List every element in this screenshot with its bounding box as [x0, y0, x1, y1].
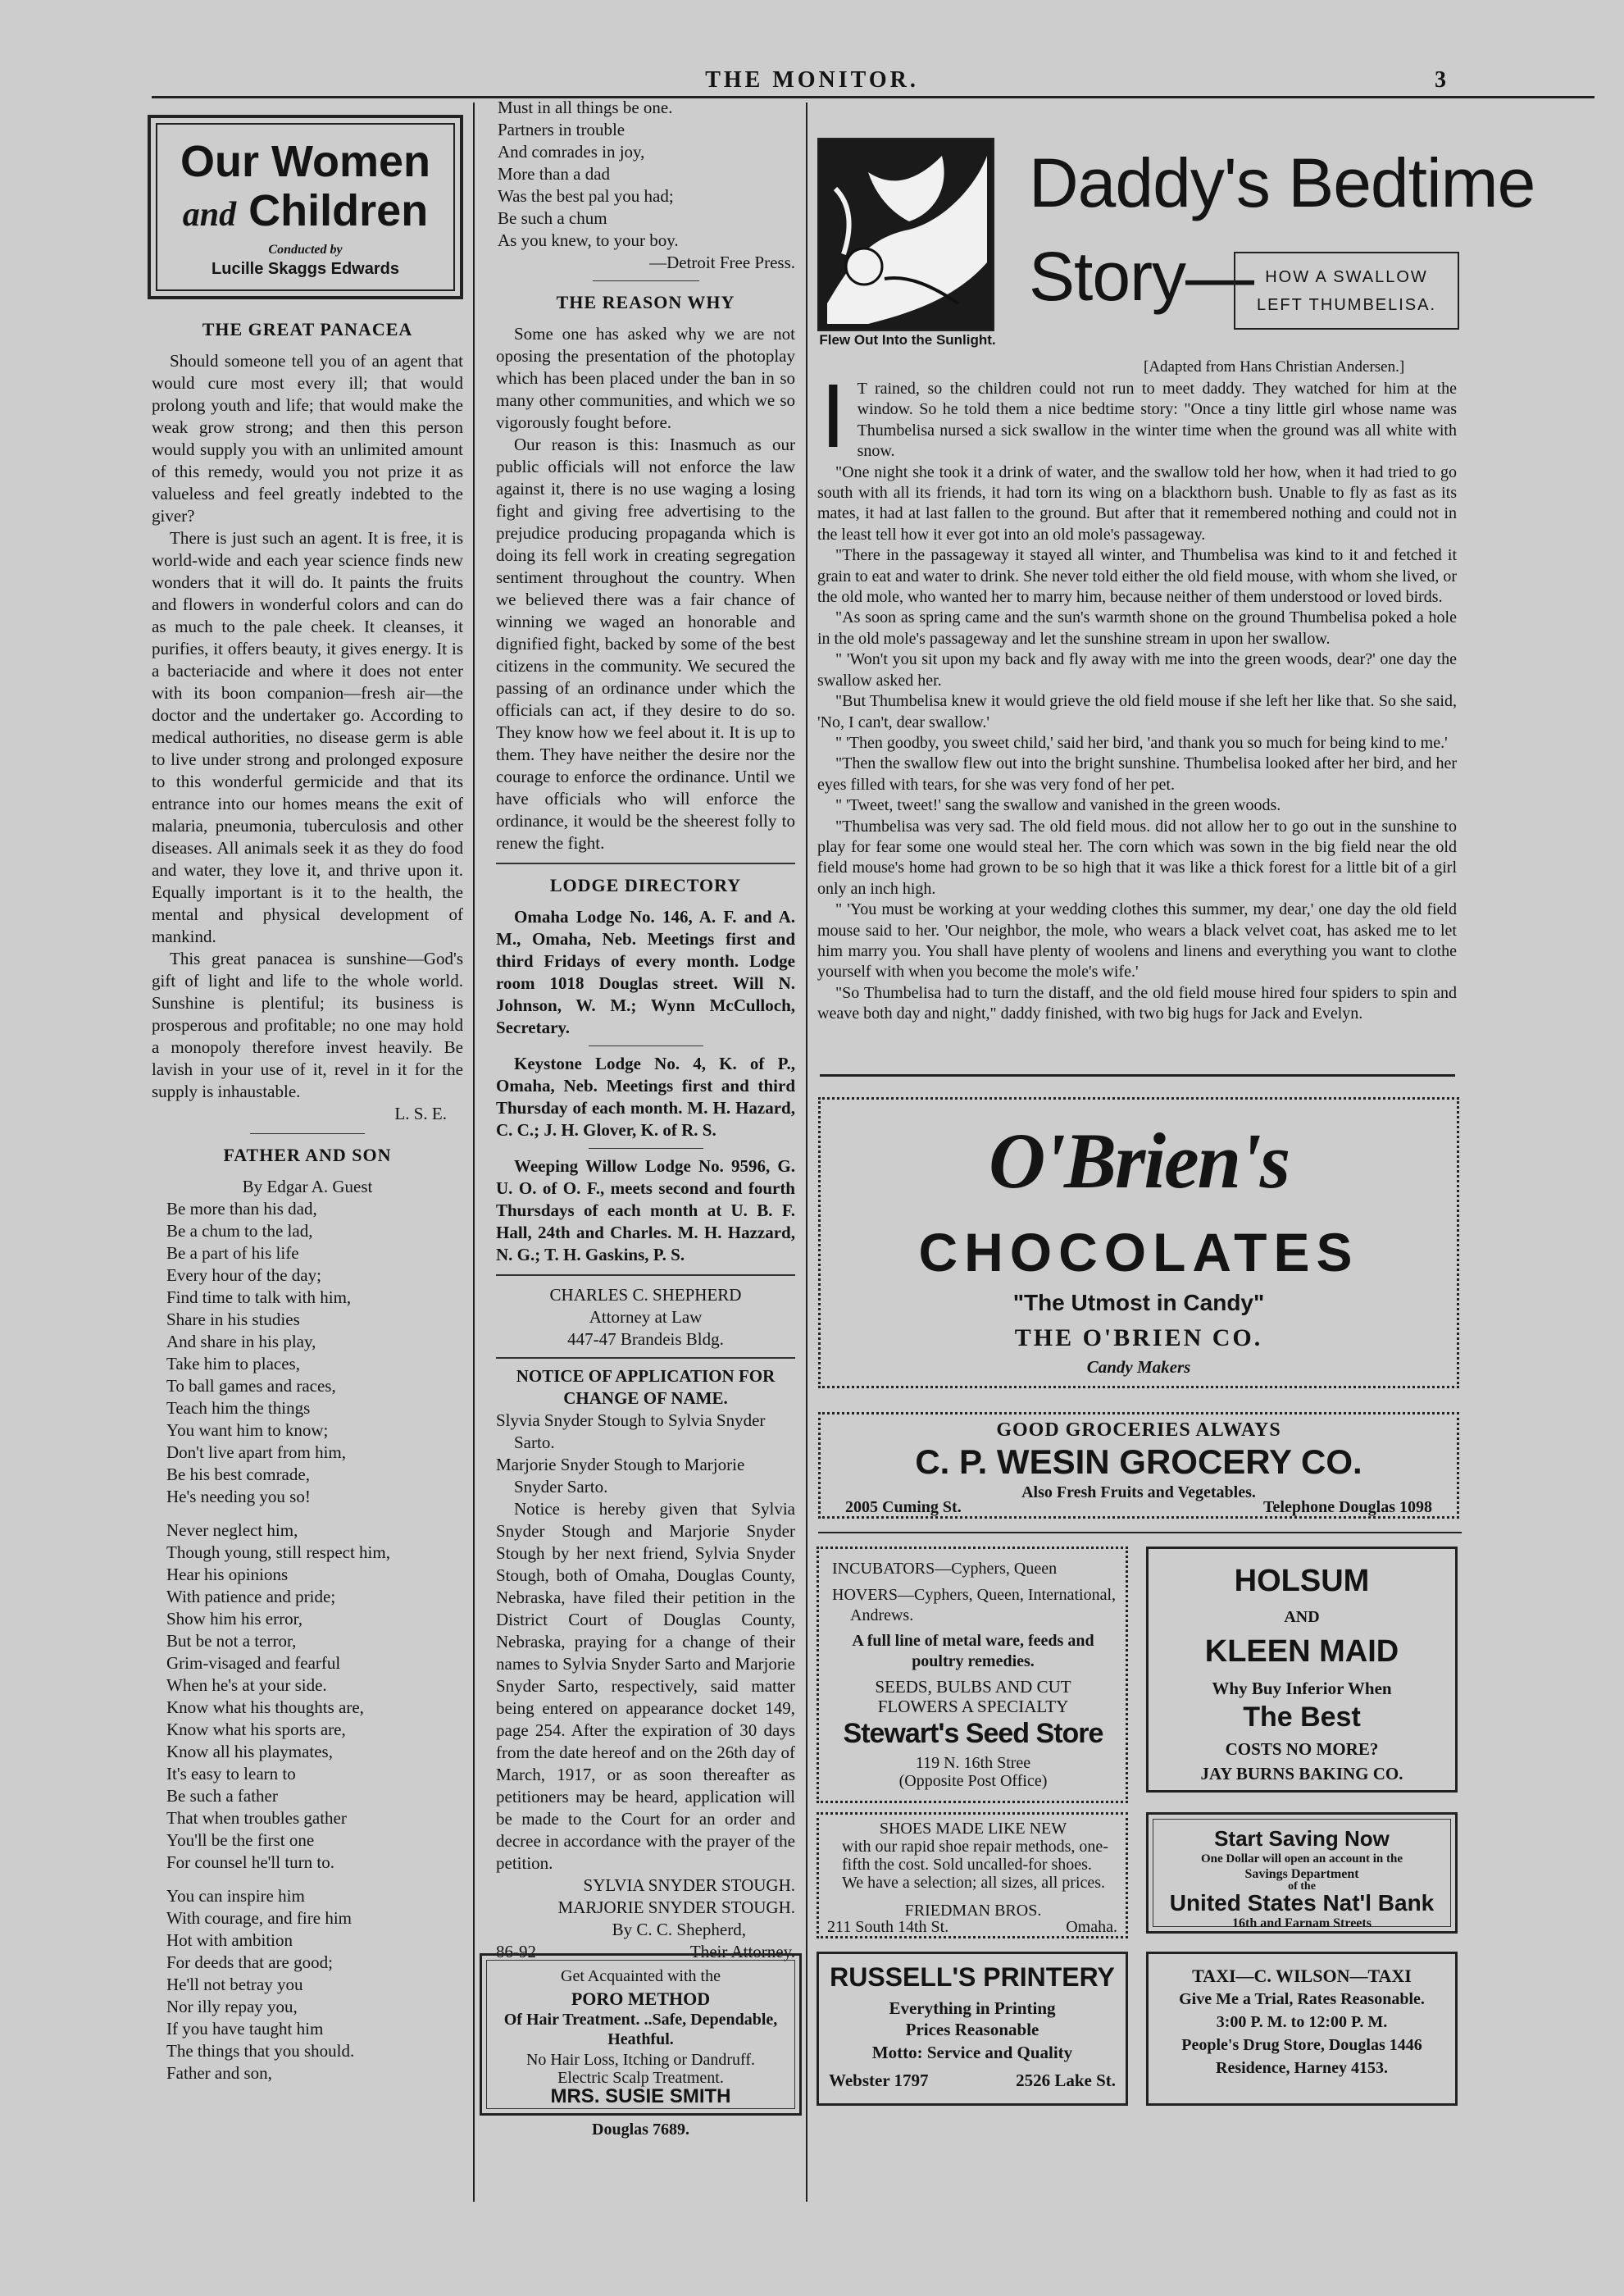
story-end-rule	[820, 1074, 1455, 1077]
poem-line: Must in all things be one.	[498, 98, 673, 117]
divider	[589, 1148, 703, 1149]
column-divider	[806, 102, 807, 2202]
divider	[593, 280, 699, 281]
column-divider	[473, 102, 475, 2202]
stewart-line: A full line of metal ware, feeds and poultry remedies.	[852, 1632, 1094, 1670]
holsum-line: KLEEN MAID	[1204, 1634, 1399, 1669]
lodge-entry: Weeping Willow Lodge No. 9596, G. U. O. of O. F., meets second and fourth Thursdays of each month at U. B. F. Hall, 24th and Charles. M. H. Hazzard, N. G.; T. H. Gaskins, P. S.	[496, 1156, 795, 1264]
poem-line: Nor illy repay you,	[166, 1997, 298, 2016]
swallow-illustration	[817, 138, 994, 331]
shoes-city: Omaha.	[1066, 1918, 1117, 1936]
bank-address: 16th and Farnam Streets	[1232, 1916, 1372, 1930]
russell-line: Everything in Printing	[889, 1998, 1056, 2018]
poem-line: Every hour of the day;	[166, 1265, 321, 1285]
poem-line: Though young, still respect him,	[166, 1542, 390, 1562]
header-rule	[152, 96, 1594, 98]
poem-line: Be such a father	[166, 1786, 278, 1806]
story-subtitle: HOW A SWALLOW	[1265, 268, 1428, 286]
divider	[250, 1133, 365, 1134]
holsum-line: The Best	[1243, 1702, 1361, 1733]
notice-line: Slyvia Snyder Stough to Sylvia Snyder Sarto.	[496, 1410, 766, 1452]
poem-line: Hot with ambition	[166, 1930, 293, 1950]
wesin-ad	[818, 1412, 1459, 1519]
poem-line: For deeds that are good;	[166, 1952, 333, 1972]
story-title: Daddy's Bedtime	[1029, 144, 1535, 221]
divider	[496, 863, 795, 864]
reason-heading: THE REASON WHY	[556, 292, 735, 312]
shoes-name: FRIEDMAN BROS.	[904, 1902, 1042, 1920]
illustration-caption: Flew Out Into the Sunlight.	[819, 332, 996, 348]
lodge-entry: Omaha Lodge No. 146, A. F. and A. M., Omaha, Neb. Meetings first and third Fridays of every month. Lodge room 1018 Douglas street. Will N. Johnson, W. M.; Wynn McCulloch, Secretary.	[496, 907, 795, 1037]
obrien-slogan: "The Utmost in Candy"	[1012, 1290, 1265, 1315]
russell-address: 2526 Lake St.	[1016, 2070, 1116, 2090]
shoes-heading: SHOES MADE LIKE NEW	[879, 1820, 1067, 1838]
wesin-sub: Also Fresh Fruits and Vegetables.	[1021, 1483, 1256, 1501]
reason-paragraph: Some one has asked why we are not oposing the presentation of the photoplay which has been placed under the ban in so many other communities, and which we so vigorously fought before.	[496, 324, 795, 432]
poem-line: And comrades in joy,	[498, 142, 645, 162]
bank-ad	[1146, 1812, 1458, 1934]
holsum-line: HOLSUM	[1234, 1564, 1370, 1598]
page-number: 3	[1435, 67, 1446, 93]
poem-line: Never neglect him,	[166, 1520, 298, 1540]
ad-divider	[818, 1532, 1462, 1533]
holsum-company: JAY BURNS BAKING CO.	[1200, 1764, 1403, 1784]
russell-name: RUSSELL'S PRINTERY	[830, 1962, 1115, 1992]
poem-line: You'll be the first one	[166, 1830, 315, 1850]
story-paragraph: " 'Then goodby, you sweet child,' said her bird, 'and thank you so much for being kind to me.'	[835, 733, 1448, 752]
shoes-body: with our rapid shoe repair methods, one-fifth the cost. Sold uncalled-for shoes. We have a selection; all sizes, all prices.	[842, 1838, 1108, 1892]
poem-line: Be such a chum	[498, 208, 607, 228]
russell-line: Motto: Service and Quality	[871, 2043, 1073, 2062]
poem-line: Father and son,	[166, 2063, 272, 2083]
obrien-product: CHOCOLATES	[918, 1222, 1359, 1282]
obrien-company: THE O'BRIEN CO.	[1014, 1324, 1263, 1351]
story-paragraph: "But Thumbelisa knew it would grieve the old field mouse if she left her like that. So she said, 'No, I can't, dear swallow.'	[817, 692, 1457, 731]
stewart-opposite: (Opposite Post Office)	[898, 1772, 1048, 1790]
story-paragraph: "As soon as spring came and the sun's warmth shone on the ground Thumbelisa poked a hole in the old mole's passageway and let the sunshine stream in upon her swallow.	[817, 608, 1457, 648]
poem-line: He's needing you so!	[166, 1487, 311, 1506]
poem-line: Partners in trouble	[498, 120, 625, 139]
stewart-line: HOVERS—Cyphers, Queen, International, Andrews.	[832, 1586, 1117, 1624]
swallow-drawing-icon	[819, 139, 993, 330]
poem-stanza	[152, 1198, 463, 2084]
poro-line: Of Hair Treatment. ..Safe, Dependable, Heathful.	[503, 2011, 778, 2048]
poro-line: No Hair Loss, Itching or Dandruff.	[525, 2051, 755, 2069]
story-paragraph: T rained, so the children could not run to meet daddy. They watched for him at the window. So he told them a nice bedtime story: "Once a tiny little girl whose name was Thumbelisa nursed a sick swallow in the winter time when the ground was all white with snow.	[857, 380, 1457, 461]
taxi-ad	[1146, 1952, 1458, 2106]
notice-signature: SYLVIA SNYDER STOUGH.	[583, 1875, 795, 1895]
poem-line: To ball games and races,	[166, 1376, 336, 1396]
poem-line: Know what his thoughts are,	[166, 1697, 364, 1717]
poem-line: Show him his error,	[166, 1609, 303, 1629]
banner-title: Our Women	[180, 137, 430, 186]
poem-line: For counsel he'll turn to.	[166, 1852, 335, 1872]
divider	[496, 1274, 795, 1276]
notice-signature: Their Attorney.	[689, 1942, 795, 1961]
panacea-paragraph: There is just such an agent. It is free, it is world-wide and each year science finds new wonders that it will do. It paints the fruits and flowers in wonderful colors and can do as much to the pale cheek. It cleanses, it purifies, it offers beauty, it gives energy. It is a bacteriacide and where it does not enter with its boon companion—fresh air—the doctor and the undertaker go. According to medical authorities, no disease germ is able to live under strong and prolonged exposure to this wonderful germicide and that its entrance into our homes means the exit of malaria, pneumonia, tuberculosis and other diseases. All animals seek it as they do food and water, they love it, and thrive upon it. Equally important is it to the health, the mental and physical development of mankind.	[152, 528, 463, 946]
taxi-line: 3:00 P. M. to 12:00 P. M.	[1216, 2013, 1388, 2031]
stewart-line: INCUBATORS—Cyphers, Queen	[832, 1560, 1058, 1578]
poem-line: More than a dad	[498, 164, 611, 184]
panacea-paragraph: Should someone tell you of an agent that would cure most every ill; that would prolong youth and life; that would make the weak grow strong; and then this person would supply you with an unlimited amount of this remedy, would you not prize it as valueless and feel greatly indebted to the giver?	[152, 351, 463, 526]
wesin-phone: Telephone Douglas 1098	[1263, 1498, 1432, 1516]
poem-line: As you knew, to your boy.	[498, 230, 679, 250]
bank-line: One Dollar will open an account in the	[1201, 1852, 1403, 1866]
poem-line: Know all his playmates,	[166, 1742, 333, 1761]
obrien-ad	[818, 1097, 1459, 1388]
poem-line: It's easy to learn to	[166, 1764, 296, 1784]
poem-line: Don't live apart from him,	[166, 1442, 346, 1462]
poem-line: If you have taught him	[166, 2019, 324, 2039]
wesin-address: 2005 Cuming St.	[845, 1498, 962, 1516]
story-paragraph: " 'Won't you sit upon my back and fly away with me into the green woods, dear?' one day the swallow asked her.	[817, 650, 1457, 690]
banner-conducted: Conducted by	[268, 243, 343, 257]
wesin-top: GOOD GROCERIES ALWAYS	[996, 1419, 1281, 1441]
story-adapted-note: [Adapted from Hans Christian Andersen.]	[1144, 358, 1405, 376]
poro-line: Electric Scalp Treatment.	[557, 2069, 724, 2087]
story-paragraph: "So Thumbelisa had to turn the distaff, and the old field mouse hired four spiders to spin and weave both day and night," daddy finished, with two big hugs for Jack and Evelyn.	[817, 983, 1457, 1023]
taxi-heading: TAXI—C. WILSON—TAXI	[1192, 1966, 1412, 1986]
panacea-article	[152, 308, 463, 2084]
poem-line: He'll not betray you	[166, 1975, 303, 1994]
lodge-entry: Keystone Lodge No. 4, K. of P., Omaha, Neb. Meetings first and third Thursday of each month. M. H. Hazard, C. C.; J. H. Glover, K. of R. S.	[496, 1054, 795, 1140]
story-paragraph: "There in the passageway it stayed all winter, and Thumbelisa was kind to it and fetched it grain to eat and water to drink. She never told either the old field mouse, with whom she lived, or the old mole, who wanted her to marry him, because neither of them understood or loved birds.	[817, 546, 1457, 607]
story-subtitle: LEFT THUMBELISA.	[1256, 296, 1437, 314]
story-paragraph: " 'Tweet, tweet!' sang the swallow and vanished in the green woods.	[835, 796, 1281, 815]
wesin-name: C. P. WESIN GROCERY CO.	[915, 1442, 1362, 1481]
story-title-second: Story—	[1029, 238, 1254, 315]
taxi-line: Residence, Harney 4153.	[1216, 2059, 1388, 2077]
poem-heading: FATHER AND SON	[223, 1145, 392, 1165]
lodge-heading: LODGE DIRECTORY	[549, 875, 742, 895]
russell-phone: Webster 1797	[829, 2070, 929, 2090]
poem-line: Hear his opinions	[166, 1565, 289, 1584]
notice-signature: By C. C. Shepherd,	[612, 1920, 746, 1939]
poem-line: Share in his studies	[166, 1310, 300, 1329]
poem-line: That when troubles gather	[166, 1808, 347, 1828]
bank-line: of the	[1288, 1880, 1316, 1893]
stewart-name: Stewart's Seed Store	[843, 1718, 1103, 1749]
shoes-ad	[817, 1812, 1128, 1938]
story-subtitle-box	[1234, 252, 1459, 330]
attorney-title: Attorney at Law	[589, 1307, 703, 1327]
notice-heading: NOTICE OF APPLICATION FOR	[516, 1366, 776, 1386]
holsum-ad	[1146, 1547, 1458, 1793]
story-paragraph: "One night she took it a drink of water, and the swallow told her how, when it had tried to go south with all its friends, it had torn its wing on a blackthorn bush. Unable to fly as fast as its mates, it had at last fallen to the ground. But after that it remembered nothing and could not in the least tell how it ever got into an old mole's passageway.	[817, 462, 1457, 544]
story-dropcap: I	[821, 366, 846, 467]
poem-line: Be his best comrade,	[166, 1465, 310, 1484]
poem-line: Be more than his dad,	[166, 1199, 317, 1219]
poem-line: You can inspire him	[166, 1886, 305, 1906]
stewart-address: 119 N. 16th Stree	[915, 1754, 1031, 1772]
poem-line: Know what his sports are,	[166, 1720, 346, 1739]
poem-line: Find time to talk with him,	[166, 1287, 352, 1307]
poem-line: Be a part of his life	[166, 1243, 299, 1263]
poem-line: With patience and pride;	[166, 1587, 336, 1606]
column-two	[496, 97, 795, 1963]
obrien-logo: O'Brien's	[988, 1117, 1290, 1205]
poro-line: PORO METHOD	[571, 1988, 711, 2009]
bank-name: United States Nat'l Bank	[1169, 1890, 1435, 1916]
notice-heading: CHANGE OF NAME.	[563, 1388, 728, 1408]
story-paragraph: "Then the swallow flew out into the bright sunshine. Thumbelisa looked after her bird, and her eyes filled with tears, for she was very fond of her pet.	[817, 754, 1457, 794]
panacea-paragraph: This great panacea is sunshine—God's gift of light and life to the whole world. Sunshine is plentiful; its business is prosperous and profitable; no one may hold a monopoly therefore invest heavily. Be lavish in your use of it, revel in it for the supply is inhaustable.	[152, 949, 463, 1101]
poem-line: When he's at your side.	[166, 1675, 327, 1695]
poem-line: You want him to know;	[166, 1420, 329, 1440]
stewart-line: FLOWERS A SPECIALTY	[877, 1697, 1069, 1716]
poem-line: The things that you should.	[166, 2041, 355, 2061]
reason-paragraph: Our reason is this: Inasmuch as our public officials will not enforce the law against it, there is no use waging a losing fight and giving free advertising to the prejudice producing propaganda which is doing its fell work in creating segregation sentiment throughout the country. When we believed there was a fair chance of winning we waged an honorable and dignified fight, backed by some of the best citizens in the community. We secured the passing of an ordinance under which the officials can act, if they desire to do so. They know how we feel about it. It is up to them. They have neither the desire nor the courage to enforce the ordinance. Until we have officials who will enforce the ordinance, it would be the sheerest folly to renew the fight.	[496, 435, 795, 853]
taxi-line: Give Me a Trial, Rates Reasonable.	[1179, 1990, 1425, 2008]
poem-line: With courage, and fire him	[166, 1908, 352, 1928]
poem-source: —Detroit Free Press.	[649, 253, 795, 272]
holsum-line: COSTS NO MORE?	[1225, 1739, 1379, 1759]
poro-line: Get Acquainted with the	[561, 1967, 721, 1985]
story-paragraph: "Thumbelisa was very sad. The old field mous. did not allow her to go out in the sunshine to play for fear some one would steal her. The corn which was sown in the big field near the old field mouse's home had grown to be so high that it was like a thick forest for a little bit of a girl only an inch high.	[817, 817, 1457, 898]
notice-number: 86-92	[496, 1942, 536, 1961]
stewart-ad	[817, 1547, 1128, 1803]
shoes-address: 211 South 14th St.	[827, 1918, 949, 1936]
notice-signature: MARJORIE SNYDER STOUGH.	[557, 1897, 795, 1917]
holsum-line: AND	[1284, 1608, 1320, 1626]
russell-line: Prices Reasonable	[905, 2020, 1039, 2039]
taxi-line: People's Drug Store, Douglas 1446	[1181, 2036, 1422, 2054]
newspaper-masthead: THE MONITOR.	[705, 67, 919, 93]
poem-line: Teach him the things	[166, 1398, 311, 1418]
poro-phone: Douglas 7689.	[592, 2121, 689, 2139]
divider	[496, 1357, 795, 1359]
poem-line: Be a chum to the lad,	[166, 1221, 313, 1241]
attorney-name: CHARLES C. SHEPHERD	[549, 1285, 742, 1305]
panacea-heading: THE GREAT PANACEA	[202, 319, 413, 339]
poro-name: MRS. SUSIE SMITH	[550, 2085, 731, 2107]
poem-line: Grim-visaged and fearful	[166, 1653, 341, 1673]
poro-ad	[480, 1953, 802, 2116]
bank-line: Savings Department	[1244, 1867, 1359, 1881]
poem-line: Take him to places,	[166, 1354, 300, 1374]
panacea-signature: L. S. E.	[394, 1104, 447, 1123]
column-banner	[148, 115, 463, 299]
poem-line: Was the best pal you had;	[498, 186, 674, 206]
stewart-line: SEEDS, BULBS AND CUT	[875, 1677, 1071, 1697]
banner-subtitle: and Children	[182, 186, 429, 235]
poem-continued	[496, 97, 795, 252]
notice-body: Notice is hereby given that Sylvia Snyder Stough and Marjorie Snyder Stough by her next friend, Sylvia Snyder Stough, both of Omaha, Douglas County, Nebraska, have filed their petition in the District Court of Douglas County, Nebraska, praying for a change of their names to Sylvia Snyder Sarto and Marjorie Snyder Sarto, respectively, said matter being entered on appearance docket 149, page 254. After the expiration of 30 days from the date hereof and on the 26th day of March, 1917, or as soon thereafter as petitioners may be heard, application will be made to the Court for an order and decree in accordance with the prayer of the petition.	[496, 1499, 795, 1873]
story-paragraph: " 'You must be working at your wedding clothes this summer, my dear,' one day the old field mouse said to her. 'Our neighbor, the mole, who wears a black velvet coat, has asked me to let him marry you. You shall have plenty of woolens and linens and everything you want to clothe yourself with when you become the mole's wife.'	[817, 900, 1457, 982]
bank-heading: Start Saving Now	[1214, 1826, 1390, 1851]
attorney-address: 447-47 Brandeis Bldg.	[567, 1329, 724, 1349]
holsum-line: Why Buy Inferior When	[1212, 1679, 1392, 1698]
poem-line: But be not a terror,	[166, 1631, 297, 1651]
poem-author: By Edgar A. Guest	[242, 1177, 373, 1196]
poem-line: And share in his play,	[166, 1332, 316, 1351]
banner-editor: Lucille Skaggs Edwards	[212, 260, 399, 278]
notice-line: Marjorie Snyder Stough to Marjorie Snyder Sarto.	[496, 1455, 745, 1496]
russell-ad	[817, 1952, 1128, 2106]
obrien-tagline: Candy Makers	[1086, 1357, 1191, 1377]
